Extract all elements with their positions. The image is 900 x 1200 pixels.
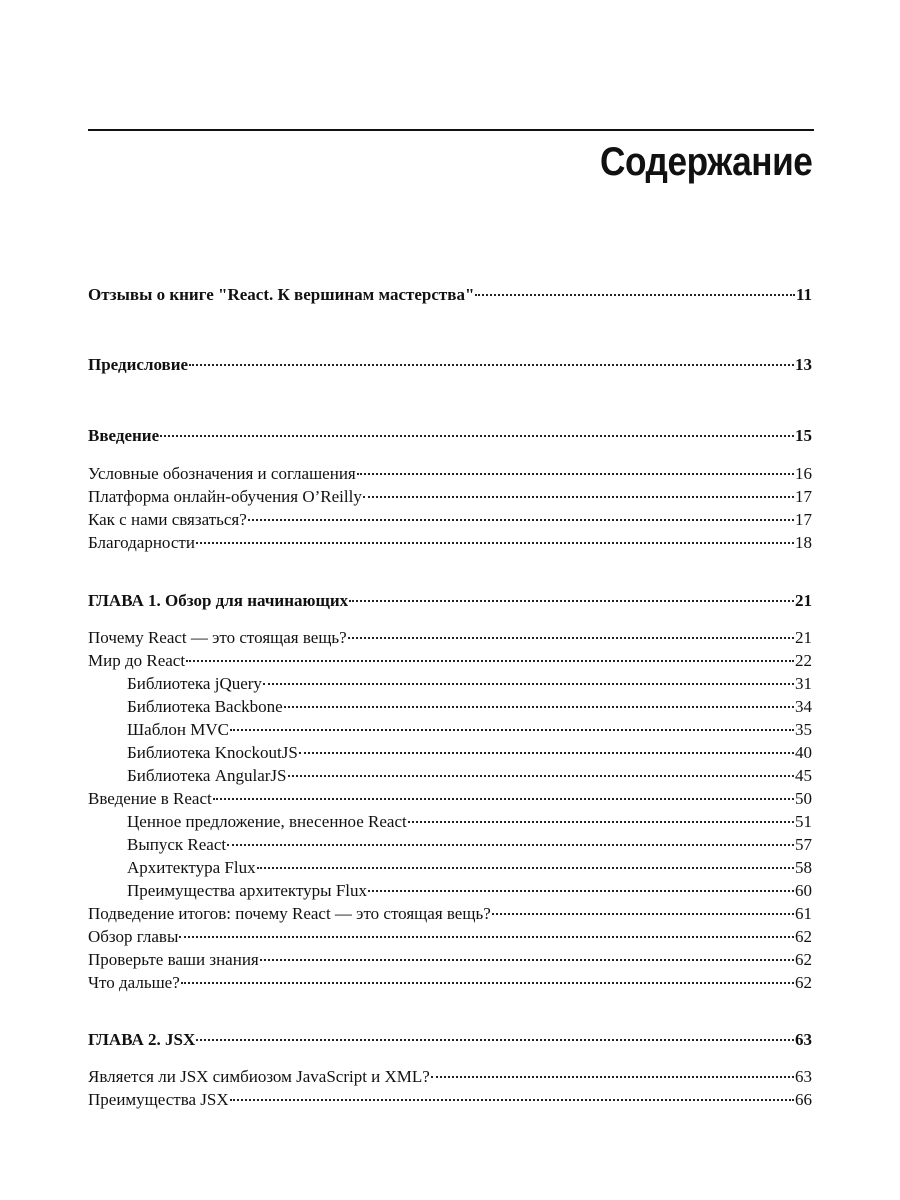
toc-entry-oreilly-platform[interactable] bbox=[88, 486, 812, 508]
dot-leader bbox=[230, 729, 794, 731]
toc-entry-label: Библиотека Backbone bbox=[127, 697, 283, 716]
dot-leader bbox=[288, 775, 795, 777]
toc-entry-label: Что дальше? bbox=[88, 973, 180, 992]
toc-entry-page: 15 bbox=[795, 426, 812, 445]
toc-entry-label: Введение в React bbox=[88, 789, 212, 808]
toc-entry-label: Мир до React bbox=[88, 651, 186, 670]
dot-leader bbox=[227, 844, 794, 846]
toc-entry-label: Библиотека AngularJS bbox=[127, 766, 287, 785]
toc-entry-label: Библиотека KnockoutJS bbox=[127, 743, 298, 762]
toc-entry-page: 18 bbox=[795, 533, 812, 552]
dot-leader bbox=[257, 867, 794, 869]
toc-entry-summary[interactable] bbox=[88, 903, 812, 925]
toc-entry-label: Благодарности bbox=[88, 533, 195, 552]
toc-entry-label: Отзывы о книге "React. К вершинам мастерства" bbox=[88, 285, 475, 304]
dot-leader bbox=[363, 496, 794, 498]
toc-entry-page: 11 bbox=[795, 285, 812, 304]
dot-leader bbox=[284, 706, 794, 708]
toc-entry-label: Преимущества JSX bbox=[88, 1090, 229, 1109]
toc-entry-page: 22 bbox=[795, 651, 812, 670]
toc-entry-page: 21 bbox=[795, 628, 812, 647]
toc-entry-label: Выпуск React bbox=[127, 835, 227, 854]
toc-entry-chapter-1[interactable] bbox=[88, 590, 812, 612]
toc-entry-angularjs[interactable] bbox=[127, 765, 812, 787]
toc-entry-page: 62 bbox=[795, 950, 812, 969]
toc-entry-intro-to-react[interactable] bbox=[88, 788, 812, 810]
toc-entry-label: Является ли JSX симбиозом JavaScript и XML? bbox=[88, 1067, 430, 1086]
toc-entry-value-proposition[interactable] bbox=[127, 811, 812, 833]
toc-entry-jsx-benefits[interactable] bbox=[88, 1089, 812, 1111]
toc-entry-label: Условные обозначения и соглашения bbox=[88, 464, 356, 483]
toc-entry-mvc[interactable] bbox=[127, 719, 812, 741]
toc-entry-page: 61 bbox=[795, 904, 812, 923]
dot-leader bbox=[196, 1039, 794, 1041]
toc-entry-flux-architecture[interactable] bbox=[127, 857, 812, 879]
toc-entry-flux-benefits[interactable] bbox=[127, 880, 812, 902]
dot-leader bbox=[260, 959, 794, 961]
toc-entry-page: 62 bbox=[795, 927, 812, 946]
dot-leader bbox=[475, 294, 795, 296]
toc-entry-label: Платформа онлайн-обучения O’Reilly bbox=[88, 487, 362, 506]
toc-entry-world-before-react[interactable] bbox=[88, 650, 812, 672]
toc-entry-label: Предисловие bbox=[88, 355, 189, 374]
toc-entry-page: 50 bbox=[795, 789, 812, 808]
dot-leader bbox=[186, 660, 794, 662]
toc-entry-jquery[interactable] bbox=[127, 673, 812, 695]
dot-leader bbox=[348, 637, 794, 639]
dot-leader bbox=[357, 473, 794, 475]
toc-entry-page: 35 bbox=[795, 720, 812, 739]
dot-leader bbox=[492, 913, 794, 915]
dot-leader bbox=[431, 1076, 794, 1078]
toc-entry-label: ГЛАВА 1. Обзор для начинающих bbox=[88, 591, 349, 610]
toc-entry-page: 51 bbox=[795, 812, 812, 831]
toc-entry-page: 45 bbox=[795, 766, 812, 785]
toc-entry-page: 21 bbox=[795, 591, 812, 610]
toc-entry-backbone[interactable] bbox=[127, 696, 812, 718]
toc-entry-page: 17 bbox=[795, 510, 812, 529]
dot-leader bbox=[230, 1099, 794, 1101]
dot-leader bbox=[248, 519, 794, 521]
toc-entry-page: 63 bbox=[795, 1030, 812, 1049]
toc-entry-chapter-review[interactable] bbox=[88, 926, 812, 948]
toc-entry-label: Библиотека jQuery bbox=[127, 674, 262, 693]
toc-entry-label: Как с нами связаться? bbox=[88, 510, 247, 529]
toc-entry-page: 62 bbox=[795, 973, 812, 992]
toc-entry-page: 63 bbox=[795, 1067, 812, 1086]
dot-leader bbox=[196, 542, 794, 544]
toc-entry-page: 34 bbox=[795, 697, 812, 716]
toc-entry-contact[interactable] bbox=[88, 509, 812, 531]
toc-entry-label: Подведение итогов: почему React — это стоящая вещь? bbox=[88, 904, 491, 923]
toc-entry-page: 16 bbox=[795, 464, 812, 483]
toc-entry-page: 66 bbox=[795, 1090, 812, 1109]
toc-entry-jsx-symbiosis[interactable] bbox=[88, 1066, 812, 1088]
dot-leader bbox=[213, 798, 794, 800]
toc-entry-page: 58 bbox=[795, 858, 812, 877]
toc-entry-label: Шаблон MVC bbox=[127, 720, 229, 739]
toc-entry-chapter-2[interactable] bbox=[88, 1029, 812, 1051]
toc-entry-label: Ценное предложение, внесенное React bbox=[127, 812, 407, 831]
dot-leader bbox=[189, 364, 794, 366]
dot-leader bbox=[408, 821, 794, 823]
toc-entry-page: 57 bbox=[795, 835, 812, 854]
toc-entry-whats-next[interactable] bbox=[88, 972, 812, 994]
toc-entry-page: 40 bbox=[795, 743, 812, 762]
toc-entry-preface[interactable] bbox=[88, 354, 812, 376]
toc-entry-label: ГЛАВА 2. JSX bbox=[88, 1030, 196, 1049]
toc-entry-label: Проверьте ваши знания bbox=[88, 950, 259, 969]
dot-leader bbox=[179, 936, 794, 938]
toc-entry-why-react[interactable] bbox=[88, 627, 812, 649]
dot-leader bbox=[368, 890, 794, 892]
toc-entry-page: 60 bbox=[795, 881, 812, 900]
toc-entry-knowledge-check[interactable] bbox=[88, 949, 812, 971]
toc-entry-label: Почему React — это стоящая вещь? bbox=[88, 628, 347, 647]
page-title: Содержание bbox=[599, 140, 812, 184]
dot-leader bbox=[299, 752, 794, 754]
toc-entry-page: 17 bbox=[795, 487, 812, 506]
toc-entry-page: 13 bbox=[795, 355, 812, 374]
toc-entry-conventions[interactable] bbox=[88, 463, 812, 485]
toc-entry-reviews[interactable] bbox=[88, 284, 812, 306]
dot-leader bbox=[263, 683, 794, 685]
dot-leader bbox=[349, 600, 794, 602]
toc-entry-label: Преимущества архитектуры Flux bbox=[127, 881, 368, 900]
dot-leader bbox=[181, 982, 794, 984]
toc-entry-knockoutjs[interactable] bbox=[127, 742, 812, 764]
toc-entry-react-release[interactable] bbox=[127, 834, 812, 856]
toc-entry-label: Введение bbox=[88, 426, 160, 445]
toc-entry-label: Архитектура Flux bbox=[127, 858, 256, 877]
toc-entry-page: 31 bbox=[795, 674, 812, 693]
toc-entry-acknowledgements[interactable] bbox=[88, 532, 812, 554]
toc-entry-label: Обзор главы bbox=[88, 927, 179, 946]
toc-entry-introduction[interactable] bbox=[88, 425, 812, 447]
dot-leader bbox=[160, 435, 794, 437]
